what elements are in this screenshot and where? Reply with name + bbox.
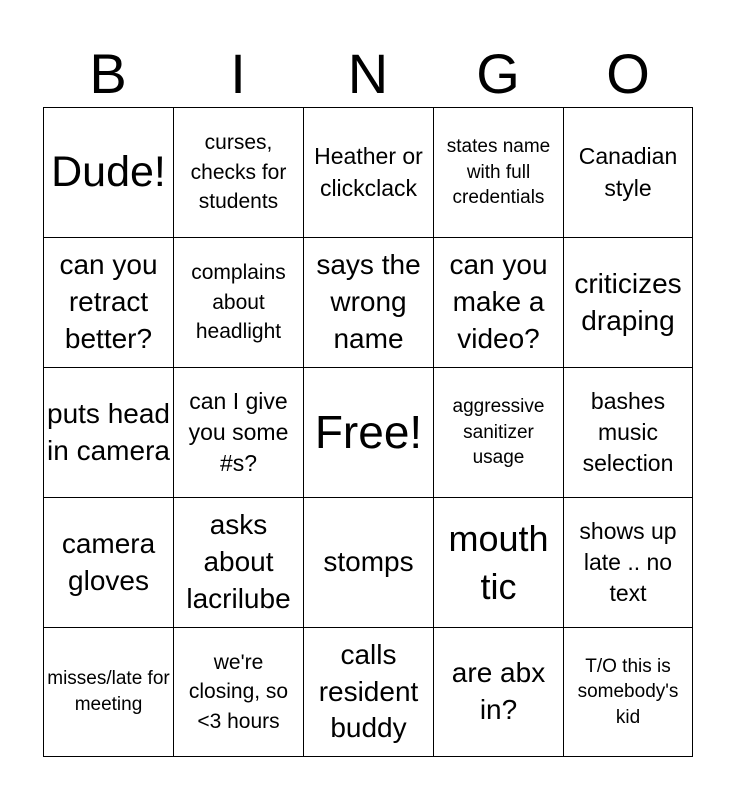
bingo-cell[interactable] bbox=[173, 627, 303, 757]
bingo-cell[interactable] bbox=[433, 497, 563, 627]
cell-text: can you make a video? bbox=[449, 249, 548, 354]
cell-text: curses, checks for students bbox=[190, 131, 287, 214]
cell-text: bashes music selection bbox=[582, 387, 674, 477]
cell-text: calls resident buddy bbox=[318, 638, 419, 744]
bingo-cell[interactable] bbox=[303, 627, 433, 757]
header-letter-n: N bbox=[347, 42, 389, 105]
bingo-cell[interactable] bbox=[173, 497, 303, 627]
bingo-cell[interactable] bbox=[173, 367, 303, 497]
cell-text: mouth tic bbox=[448, 517, 549, 607]
cell-text: Heather or clickclack bbox=[314, 143, 423, 201]
free-space-cell[interactable] bbox=[303, 367, 433, 497]
cell-text: are abx in? bbox=[451, 657, 546, 725]
cell-text: can I give you some #s? bbox=[188, 387, 289, 477]
cell-text: we're closing, so <3 hours bbox=[188, 650, 289, 733]
bingo-cell[interactable] bbox=[43, 237, 173, 367]
cell-text: misses/late for meeting bbox=[47, 668, 170, 715]
cell-text: shows up late .. no text bbox=[579, 517, 677, 607]
cell-text: puts head in camera bbox=[47, 397, 170, 466]
cell-text: can you retract better? bbox=[59, 249, 158, 354]
bingo-header bbox=[43, 42, 693, 106]
bingo-cell[interactable] bbox=[303, 107, 433, 237]
cell-text: says the wrong name bbox=[316, 249, 421, 354]
cell-text: states name with full credentials bbox=[446, 136, 551, 209]
header-letter-i: I bbox=[230, 42, 246, 105]
bingo-cell[interactable] bbox=[173, 237, 303, 367]
bingo-cell[interactable] bbox=[563, 627, 693, 757]
cell-text: asks about lacrilube bbox=[186, 509, 291, 614]
bingo-cell[interactable] bbox=[433, 237, 563, 367]
cell-text: aggressive sanitizer usage bbox=[452, 396, 545, 469]
header-letter-g: G bbox=[476, 42, 520, 105]
bingo-cell[interactable] bbox=[173, 107, 303, 237]
cell-text: Free! bbox=[314, 406, 423, 459]
cell-text: criticizes draping bbox=[574, 267, 682, 336]
bingo-cell[interactable] bbox=[433, 627, 563, 757]
cell-text: Dude! bbox=[51, 147, 166, 196]
bingo-cell[interactable] bbox=[563, 367, 693, 497]
bingo-cell[interactable] bbox=[303, 237, 433, 367]
bingo-cell[interactable] bbox=[563, 497, 693, 627]
cell-text: complains about headlight bbox=[191, 261, 286, 344]
bingo-cell[interactable] bbox=[43, 627, 173, 757]
bingo-cell[interactable] bbox=[433, 367, 563, 497]
bingo-cell[interactable] bbox=[303, 497, 433, 627]
cell-text: camera gloves bbox=[61, 527, 156, 596]
bingo-cell[interactable] bbox=[563, 107, 693, 237]
bingo-cell[interactable] bbox=[43, 367, 173, 497]
header-letter-o: O bbox=[606, 42, 650, 105]
cell-text: Canadian style bbox=[578, 143, 678, 201]
cell-text: T/O this is somebody's kid bbox=[577, 655, 679, 728]
bingo-cell[interactable] bbox=[433, 107, 563, 237]
cell-text: stomps bbox=[323, 546, 414, 578]
bingo-cell[interactable] bbox=[43, 107, 173, 237]
bingo-cell[interactable] bbox=[563, 237, 693, 367]
bingo-cell[interactable] bbox=[43, 497, 173, 627]
bingo-board bbox=[43, 107, 693, 757]
header-letter-b: B bbox=[89, 42, 127, 105]
